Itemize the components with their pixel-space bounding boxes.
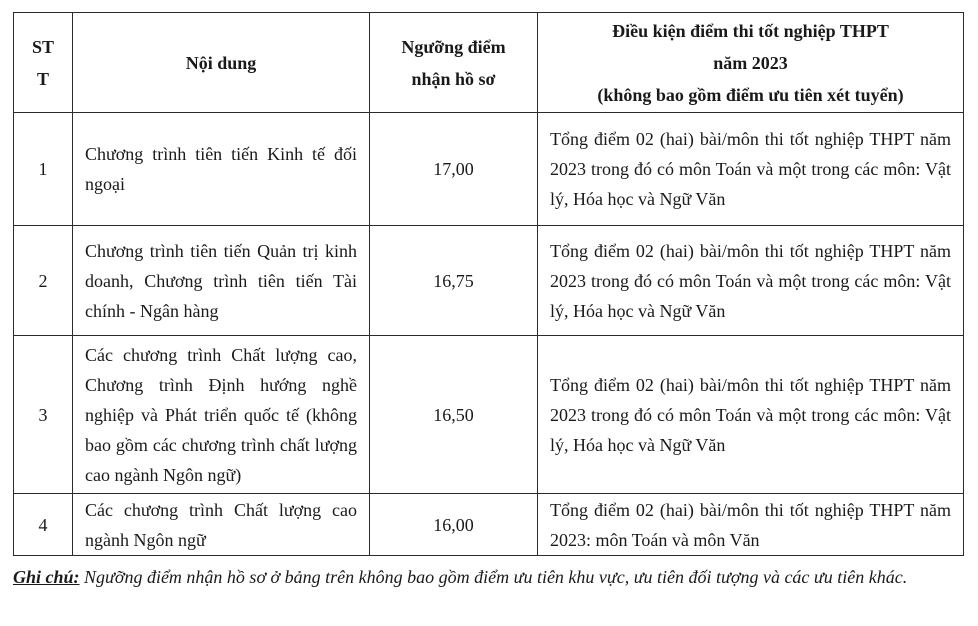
header-content: Nội dung bbox=[73, 13, 370, 113]
table-header-row bbox=[14, 13, 964, 113]
cell-condition: Tổng điểm 02 (hai) bài/môn thi tốt nghiệp THPT năm 2023 trong đó có môn Toán và một trong các môn: Vật lý, Hóa học và Ngữ Văn bbox=[538, 336, 964, 494]
table-row bbox=[14, 113, 964, 226]
cell-stt: 1 bbox=[14, 113, 73, 226]
header-stt: ST T bbox=[14, 13, 73, 113]
table-row bbox=[14, 336, 964, 494]
cell-condition: Tổng điểm 02 (hai) bài/môn thi tốt nghiệp THPT năm 2023 trong đó có môn Toán và một trong các môn: Vật lý, Hóa học và Ngữ Văn bbox=[538, 113, 964, 226]
header-score: Ngưỡng điểm nhận hồ sơ bbox=[370, 13, 538, 113]
header-condition: Điều kiện điểm thi tốt nghiệp THPT năm 2023 (không bao gồm điểm ưu tiên xét tuyển) bbox=[538, 13, 964, 113]
table-row bbox=[14, 226, 964, 336]
cell-condition: Tổng điểm 02 (hai) bài/môn thi tốt nghiệp THPT năm 2023 trong đó có môn Toán và một trong các môn: Vật lý, Hóa học và Ngữ Văn bbox=[538, 226, 964, 336]
cell-score: 17,00 bbox=[370, 113, 538, 226]
cell-score: 16,50 bbox=[370, 336, 538, 494]
cell-condition: Tổng điểm 02 (hai) bài/môn thi tốt nghiệp THPT năm 2023: môn Toán và môn Văn bbox=[538, 494, 964, 556]
cell-content: Chương trình tiên tiến Kinh tế đối ngoại bbox=[73, 113, 370, 226]
cell-score: 16,00 bbox=[370, 494, 538, 556]
cell-stt: 4 bbox=[14, 494, 73, 556]
table-row bbox=[14, 494, 964, 556]
footnote bbox=[13, 562, 968, 593]
footnote-label: Ghi chú: bbox=[13, 567, 80, 587]
admission-threshold-table bbox=[13, 12, 964, 556]
footnote-text: Ngưỡng điểm nhận hồ sơ ở bảng trên không bao gồm điểm ưu tiên khu vực, ưu tiên đối tượng và các ưu tiên khác. bbox=[79, 567, 908, 587]
cell-stt: 3 bbox=[14, 336, 73, 494]
cell-stt: 2 bbox=[14, 226, 73, 336]
cell-score: 16,75 bbox=[370, 226, 538, 336]
cell-content: Các chương trình Chất lượng cao, Chương trình Định hướng nghề nghiệp và Phát triển quốc tế (không bao gồm các chương trình chất lượng cao ngành Ngôn ngữ) bbox=[73, 336, 370, 494]
cell-content: Chương trình tiên tiến Quản trị kinh doanh, Chương trình tiên tiến Tài chính - Ngân hàng bbox=[73, 226, 370, 336]
cell-content: Các chương trình Chất lượng cao ngành Ngôn ngữ bbox=[73, 494, 370, 556]
